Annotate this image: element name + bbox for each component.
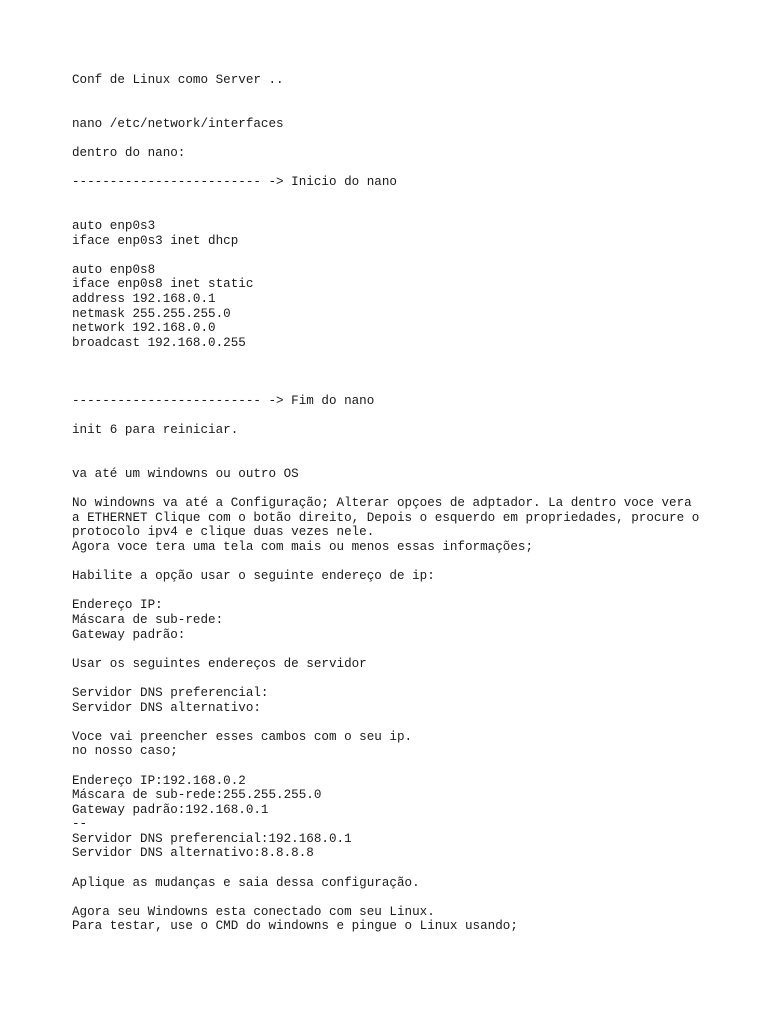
document-body: [72, 73, 732, 934]
config-line: iface enp0s8 inet static: [72, 277, 254, 292]
windows-instruction-line: protocolo ipv4 e clique duas vezes nele.: [72, 525, 375, 540]
config-line: broadcast 192.168.0.255: [72, 335, 246, 350]
dns-field-label: Servidor DNS preferencial:: [72, 685, 269, 700]
config-line: iface enp0s3 inet dhcp: [72, 233, 239, 248]
config-line: auto enp0s8: [72, 262, 156, 277]
ip-field-label: Gateway padrão:: [72, 627, 186, 642]
filled-value-line: Servidor DNS alternativo:8.8.8.8: [72, 846, 314, 861]
spacer: [72, 88, 732, 117]
config-line: address 192.168.0.1: [72, 291, 216, 306]
closing-line: Para testar, use o CMD do windowns e pingue o Linux usando;: [72, 919, 518, 934]
spacer: [72, 671, 732, 686]
fill-fields-line: no nosso caso;: [72, 744, 178, 759]
spacer: [72, 131, 732, 146]
spacer: [72, 482, 732, 497]
spacer: [72, 438, 732, 467]
spacer: [72, 759, 732, 774]
apply-instruction: Aplique as mudanças e saia dessa configuração.: [72, 875, 420, 890]
windows-instruction-line: a ETHERNET Clique com o botão direito, Depois o esquerdo em propriedades, procure o: [72, 510, 700, 525]
spacer: [72, 642, 732, 657]
spacer: [72, 161, 732, 176]
config-line: auto enp0s3: [72, 218, 156, 233]
filled-value-separator: --: [72, 817, 88, 832]
spacer: [72, 715, 732, 730]
spacer: [72, 248, 732, 263]
spacer: [72, 890, 732, 905]
use-dns-instruction: Usar os seguintes endereços de servidor: [72, 656, 367, 671]
config-line: network 192.168.0.0: [72, 321, 216, 336]
enable-option-instruction: Habilite a opção usar o seguinte endereço de ip:: [72, 569, 435, 584]
spacer: [72, 350, 732, 394]
ip-field-label: Endereço IP:: [72, 598, 163, 613]
go-windows-instruction: va até um windowns ou outro OS: [72, 467, 299, 482]
nano-start-marker: ------------------------- -> Inicio do nano: [72, 175, 397, 190]
nano-command: nano /etc/network/interfaces: [72, 116, 284, 131]
inside-nano-label: dentro do nano:: [72, 145, 186, 160]
reboot-instruction: init 6 para reiniciar.: [72, 423, 239, 438]
filled-value-line: Servidor DNS preferencial:192.168.0.1: [72, 831, 352, 846]
windows-instruction-line: Agora voce tera uma tela com mais ou menos essas informações;: [72, 540, 534, 555]
closing-line: Agora seu Windowns esta conectado com seu Linux.: [72, 904, 435, 919]
document-title: Conf de Linux como Server ..: [72, 73, 284, 87]
config-line: netmask 255.255.255.0: [72, 306, 231, 321]
filled-value-line: Máscara de sub-rede:255.255.255.0: [72, 788, 322, 803]
nano-end-marker: ------------------------- -> Fim do nano: [72, 394, 375, 409]
dns-field-label: Servidor DNS alternativo:: [72, 700, 261, 715]
fill-fields-line: Voce vai preencher esses cambos com o seu ip.: [72, 729, 413, 744]
spacer: [72, 861, 732, 876]
ip-field-label: Máscara de sub-rede:: [72, 612, 224, 627]
spacer: [72, 555, 732, 570]
filled-value-line: Gateway padrão:192.168.0.1: [72, 802, 269, 817]
spacer: [72, 409, 732, 424]
filled-value-line: Endereço IP:192.168.0.2: [72, 773, 246, 788]
spacer: [72, 584, 732, 599]
spacer: [72, 190, 732, 219]
windows-instruction-line: No windowns va até a Configuração; Alterar opçoes de adptador. La dentro voce vera: [72, 496, 692, 511]
